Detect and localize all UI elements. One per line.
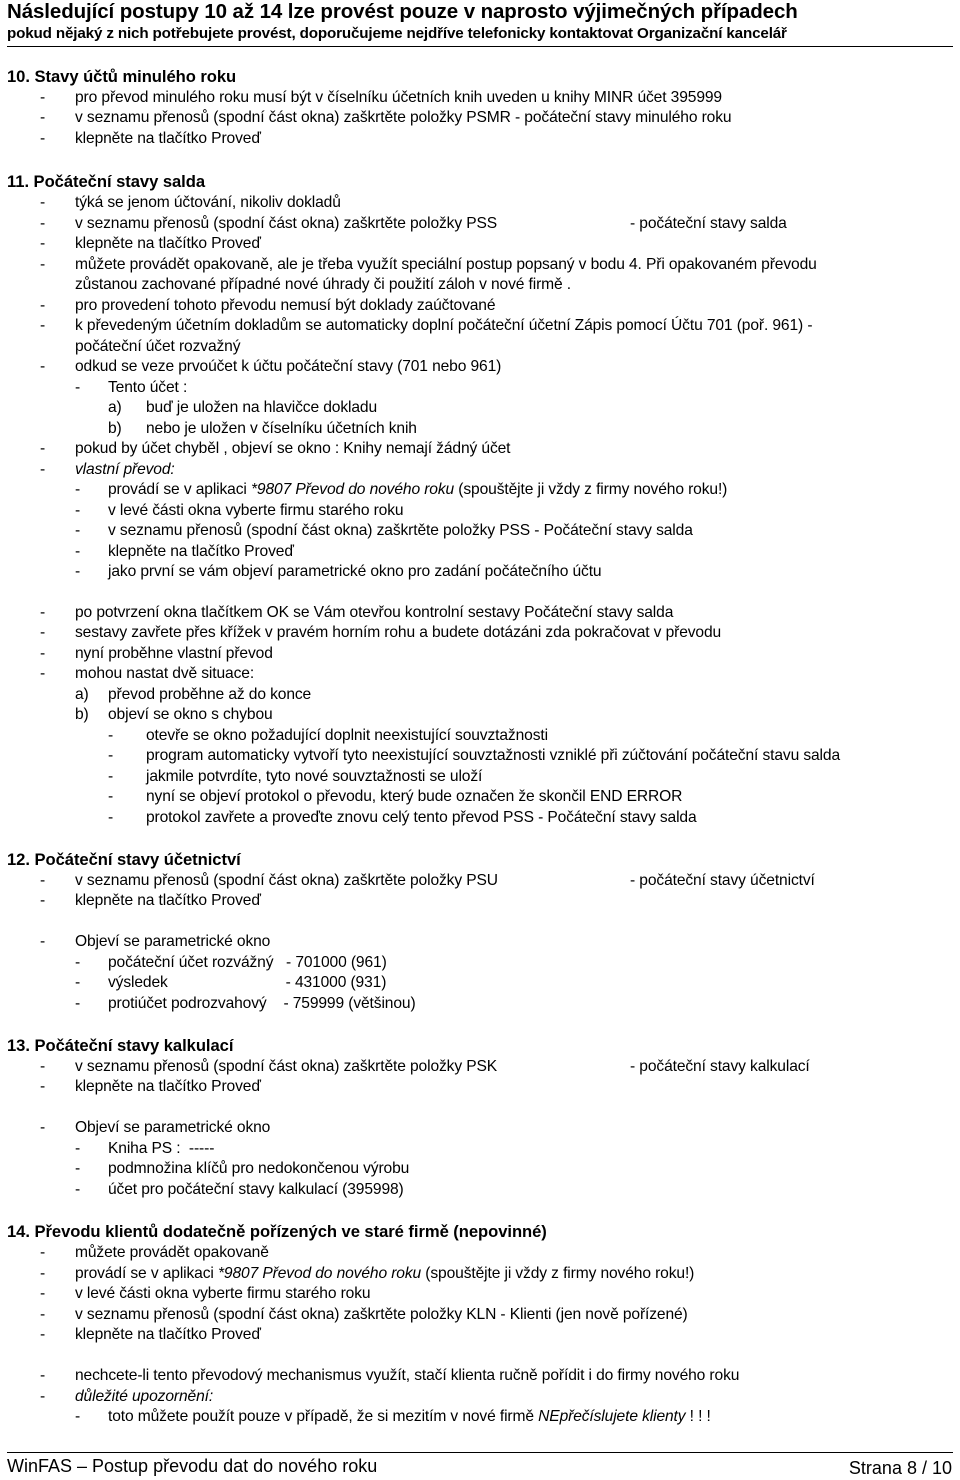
footer-title: WinFAS – Postup převodu dat do nového roku	[7, 1456, 378, 1476]
dash: -	[108, 747, 114, 764]
app-name: *9807 Převod do nového roku	[250, 481, 455, 498]
list-item-part: toto můžete použít pouze v případě, že si mezitím v nové firmě	[108, 1408, 539, 1425]
list-item: v seznamu přenosů (spodní část okna) zaškrtěte položky PSU	[75, 872, 498, 889]
dash: -	[40, 235, 46, 252]
list-item: buď je uložen na hlavičce dokladu	[146, 399, 378, 416]
dash: -	[40, 317, 46, 334]
page-title: Následující postupy 10 až 14 lze provést pouze v naprosto výjimečných případech	[7, 0, 798, 23]
list-marker: b)	[75, 706, 89, 723]
list-item	[75, 1264, 694, 1284]
list-item: nebo je uložen v číselníku účetních knih	[146, 420, 417, 437]
dash: -	[40, 1367, 46, 1384]
dash: -	[75, 379, 81, 396]
list-item: v seznamu přenosů (spodní část okna) zaškrtěte položky PSS - Počáteční stavy salda	[108, 522, 693, 539]
dash: -	[40, 645, 46, 662]
list-item: klepněte na tlačítko Proveď	[75, 892, 261, 909]
dash: -	[75, 995, 81, 1012]
list-item: v levé části okna vyberte firmu starého roku	[108, 502, 404, 519]
list-marker: a)	[75, 686, 89, 703]
list-marker: b)	[108, 420, 122, 437]
dash: -	[40, 358, 46, 375]
list-item: můžete provádět opakovaně	[75, 1244, 269, 1261]
dash: -	[40, 256, 46, 273]
dash: -	[40, 109, 46, 126]
dash: -	[75, 1140, 81, 1157]
list-item: jakmile potvrdíte, tyto nové souvztažnosti se uloží	[146, 768, 483, 785]
list-item: v seznamu přenosů (spodní část okna) zaškrtěte položky PSS	[75, 215, 498, 232]
dash: -	[40, 1326, 46, 1343]
section-12-heading: 12. Počáteční stavy účetnictví	[7, 850, 241, 869]
list-item: v levé části okna vyberte firmu starého roku	[75, 1285, 371, 1302]
dash: -	[75, 1408, 81, 1425]
dash: -	[40, 89, 46, 106]
list-item: týká se jenom účtování, nikoliv dokladů	[75, 194, 341, 211]
dash: -	[40, 215, 46, 232]
list-item: pro převod minulého roku musí být v číselníku účetních knih uveden u knihy MINR účet 395999	[75, 89, 722, 106]
dash: -	[40, 297, 46, 314]
list-item: Tento účet :	[108, 379, 188, 396]
list-item-continuation: zůstanou zachované případné nové úhrady či použití záloh v nové firmě .	[75, 276, 571, 293]
list-item-italic: vlastní převod:	[75, 461, 175, 478]
page-number: Strana 8 / 10	[848, 1458, 952, 1478]
dash: -	[40, 1388, 46, 1405]
list-item: klepněte na tlačítko Proveď	[75, 1326, 261, 1343]
footer-rule	[7, 1452, 953, 1453]
dash: -	[40, 194, 46, 211]
dash: -	[40, 1285, 46, 1302]
list-item: sestavy zavřete přes křížek v pravém horním rohu a budete dotázáni zda pokračovat v převodu	[75, 624, 722, 641]
list-item: klepněte na tlačítko Proveď	[75, 1078, 261, 1095]
dash: -	[75, 543, 81, 560]
list-item: výsledek - 431000 (931)	[108, 974, 387, 991]
list-item	[108, 1407, 711, 1427]
app-name: *9807 Převod do nového roku	[217, 1265, 422, 1282]
list-item-part: ! ! !	[685, 1408, 711, 1425]
list-item-italic: důležité upozornění:	[75, 1388, 214, 1405]
emphasis: NEpřečíslujete klienty	[538, 1408, 686, 1425]
list-item: počáteční účet rozvážný - 701000 (961)	[108, 954, 387, 971]
dash: -	[75, 974, 81, 991]
list-item: mohou nastat dvě situace:	[75, 665, 255, 682]
list-item: pro provedení tohoto převodu nemusí být doklady zaúčtované	[75, 297, 496, 314]
list-item: v seznamu přenosů (spodní část okna) zaškrtěte položky PSK	[75, 1058, 498, 1075]
dash: -	[40, 1058, 46, 1075]
section-10-heading: 10. Stavy účtů minulého roku	[7, 67, 237, 86]
list-item-part: (spouštějte ji vždy z firmy nového roku!)	[454, 481, 728, 498]
dash: -	[75, 522, 81, 539]
dash: -	[108, 768, 114, 785]
dash: -	[108, 809, 114, 826]
list-item: objeví se okno s chybou	[108, 706, 273, 723]
list-item-continuation: počáteční účet rozvažný	[75, 338, 241, 355]
list-item: Objeví se parametrické okno	[75, 933, 271, 950]
dash: -	[40, 1306, 46, 1323]
list-item: otevře se okno požadující doplnit neexistující souvztažnosti	[146, 727, 548, 744]
list-item: Objeví se parametrické okno	[75, 1119, 271, 1136]
list-item: účet pro počáteční stavy kalkulací (395998)	[108, 1181, 404, 1198]
list-item: protiúčet podrozvahový - 759999 (většinou)	[108, 995, 416, 1012]
dash: -	[40, 665, 46, 682]
list-item-suffix: - počáteční stavy účetnictví	[630, 872, 815, 889]
list-item: odkud se veze prvoúčet k účtu počáteční stavy (701 nebo 961)	[75, 358, 502, 375]
dash: -	[75, 1160, 81, 1177]
list-item-part: provádí se v aplikaci	[108, 481, 251, 498]
dash: -	[40, 872, 46, 889]
list-item: pokud by účet chyběl , objeví se okno : Knihy nemají žádný účet	[75, 440, 511, 457]
dash: -	[75, 481, 81, 498]
dash: -	[108, 727, 114, 744]
dash: -	[40, 933, 46, 950]
dash: -	[40, 1244, 46, 1261]
list-item: převod proběhne až do konce	[108, 686, 312, 703]
list-item: program automaticky vytvoří tyto neexistující souvztažnosti vzniklé při zúčtování počáteční stavu salda	[146, 747, 841, 764]
list-item: po potvrzení okna tlačítkem OK se Vám otevřou kontrolní sestavy Počáteční stavy salda	[75, 604, 674, 621]
list-item: klepněte na tlačítko Proveď	[75, 235, 261, 252]
list-item: v seznamu přenosů (spodní část okna) zaškrtěte položky KLN - Klienti (jen nově pořízené)	[75, 1306, 688, 1323]
dash: -	[40, 1078, 46, 1095]
page-subtitle: pokud nějaký z nich potřebujete provést, doporučujeme nejdříve telefonicky kontaktovat Organizační kancelář	[7, 25, 787, 42]
list-item-part: (spouštějte ji vždy z firmy nového roku!)	[421, 1265, 695, 1282]
list-item: v seznamu přenosů (spodní část okna) zaškrtěte položky PSMR - počáteční stavy minulého roku	[75, 109, 732, 126]
list-marker: a)	[108, 399, 122, 416]
header-rule	[7, 46, 953, 47]
section-11-heading: 11. Počáteční stavy salda	[7, 172, 205, 191]
list-item: nechcete-li tento převodový mechanismus využít, stačí klienta ručně pořídit i do firmy nového roku	[75, 1367, 740, 1384]
section-13-heading: 13. Počáteční stavy kalkulací	[7, 1036, 234, 1055]
list-item-suffix: - počáteční stavy salda	[630, 215, 787, 232]
list-item-part: provádí se v aplikaci	[75, 1265, 218, 1282]
list-item	[108, 480, 727, 500]
list-item: k převedeným účetním dokladům se automaticky doplní počáteční účetní Zápis pomocí Účtu 701 (poř. 961) -	[75, 317, 813, 334]
dash: -	[40, 604, 46, 621]
dash: -	[40, 892, 46, 909]
list-item-suffix: - počáteční stavy kalkulací	[630, 1058, 810, 1075]
dash: -	[108, 788, 114, 805]
dash: -	[40, 440, 46, 457]
list-item: nyní proběhne vlastní převod	[75, 645, 273, 662]
dash: -	[40, 624, 46, 641]
dash: -	[75, 563, 81, 580]
dash: -	[40, 1265, 46, 1282]
list-item: protokol zavřete a proveďte znovu celý tento převod PSS - Počáteční stavy salda	[146, 809, 697, 826]
dash: -	[40, 130, 46, 147]
list-item: klepněte na tlačítko Proveď	[75, 130, 261, 147]
section-14-heading: 14. Převodu klientů dodatečně pořízených ve staré firmě (nepovinné)	[7, 1222, 547, 1241]
list-item: Kniha PS : -----	[108, 1140, 215, 1157]
dash: -	[75, 502, 81, 519]
dash: -	[40, 1119, 46, 1136]
dash: -	[75, 954, 81, 971]
dash: -	[40, 461, 46, 478]
dash: -	[75, 1181, 81, 1198]
list-item: můžete provádět opakovaně, ale je třeba využít speciální postup popsaný v bodu 4. Při opakovaném převodu	[75, 256, 817, 273]
list-item: klepněte na tlačítko Proveď	[108, 543, 294, 560]
list-item: jako první se vám objeví parametrické okno pro zadání počátečního účtu	[108, 563, 602, 580]
list-item: nyní se objeví protokol o převodu, který bude označen že skončil END ERROR	[146, 788, 683, 805]
list-item: podmnožina klíčů pro nedokončenou výrobu	[108, 1160, 410, 1177]
